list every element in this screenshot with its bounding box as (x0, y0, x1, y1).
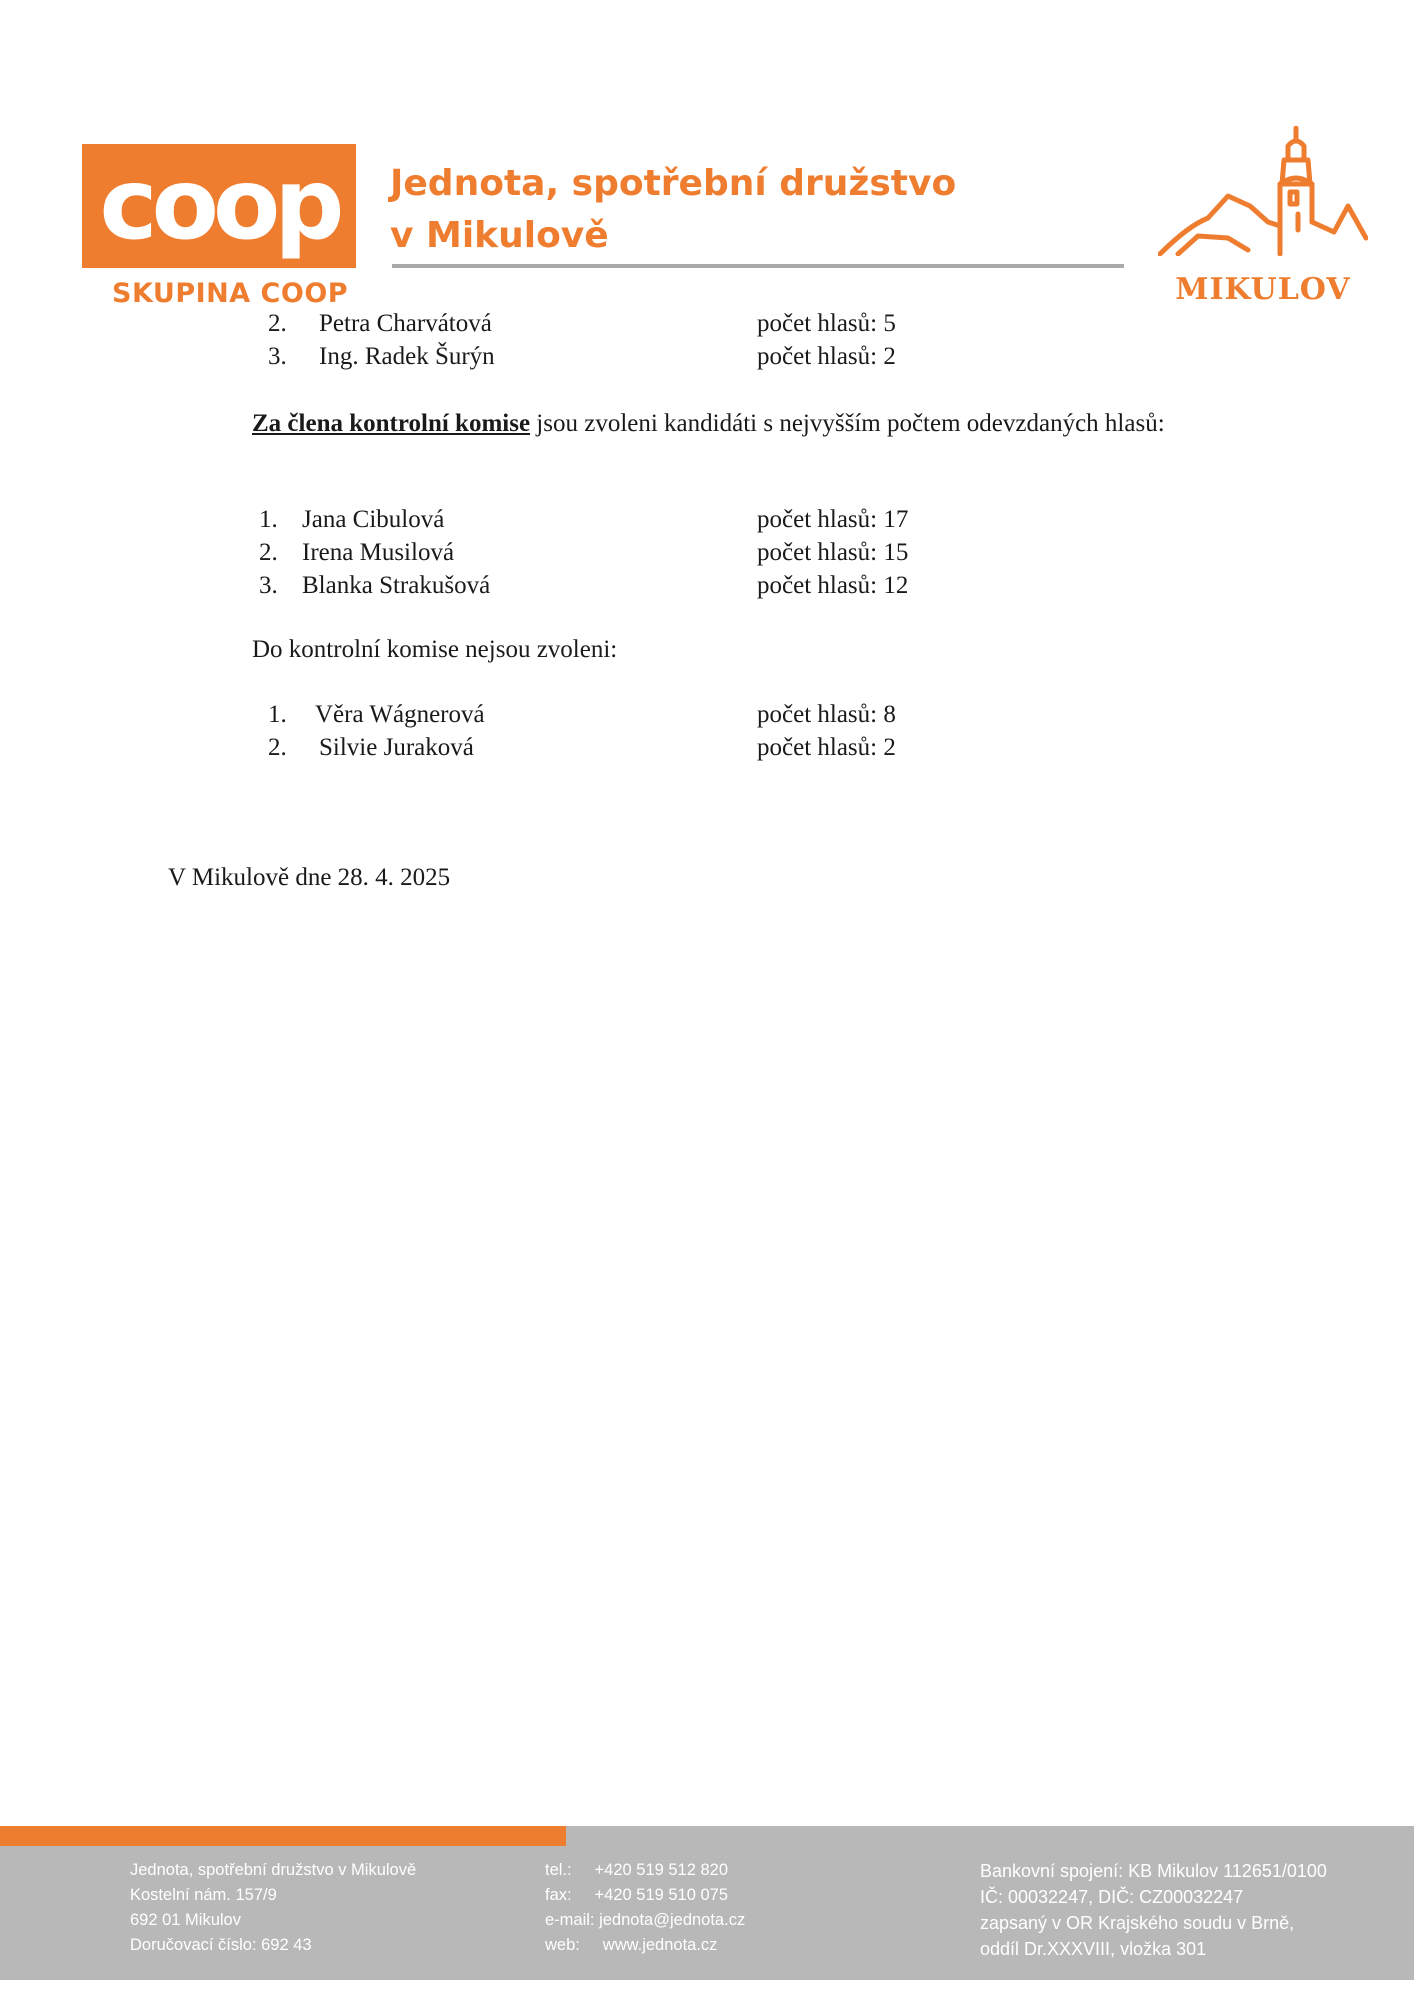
vote-count: počet hlasů: 2 (757, 734, 896, 761)
footer-fax: fax: +420 519 510 075 (545, 1886, 729, 1904)
organization-name-line2: v Mikulově (390, 215, 609, 256)
vote-count: počet hlasů: 8 (757, 701, 896, 728)
footer-legal-line: zapsaný v OR Krajského soudu v Brně, (980, 1913, 1295, 1933)
footer-address-line: Kostelní nám. 157/9 (130, 1886, 277, 1904)
candidate-name: Ing. Radek Šurýn (319, 343, 495, 370)
list-item-number: 1. (259, 506, 278, 533)
footer-address (130, 1858, 416, 1958)
list-item-number: 2. (259, 539, 278, 566)
date-line: V Mikulově dne 28. 4. 2025 (168, 864, 451, 891)
footer-legal-line: IČ: 00032247, DIČ: CZ00032247 (980, 1887, 1244, 1907)
organization-name (390, 158, 956, 262)
footer-legal-line: Bankovní spojení: KB Mikulov 112651/0100 (980, 1861, 1327, 1881)
vote-count: počet hlasů: 2 (757, 343, 896, 370)
vote-count: počet hlasů: 12 (757, 572, 909, 599)
header-divider (392, 264, 1124, 268)
vote-count: počet hlasů: 15 (757, 539, 909, 566)
candidate-name: Jana Cibulová (302, 506, 445, 533)
candidate-name: Irena Musilová (302, 539, 455, 566)
vote-count: počet hlasů: 17 (757, 506, 909, 533)
footer-email-link[interactable]: e-mail: jednota@jednota.cz (545, 1911, 746, 1929)
candidate-name: Silvie Juraková (319, 734, 474, 761)
footer-address-line: 692 01 Mikulov (130, 1911, 241, 1929)
skupina-coop-label: SKUPINA COOP (112, 278, 349, 309)
candidate-name: Petra Charvátová (319, 310, 492, 337)
coop-logo (82, 144, 356, 268)
candidate-name: Blanka Strakušová (302, 572, 491, 599)
not-elected-heading: Do kontrolní komise nejsou zvoleni: (252, 636, 618, 663)
organization-name-line1: Jednota, spotřební družstvo (390, 163, 957, 204)
vote-count: počet hlasů: 5 (757, 310, 896, 337)
list-item-number: 2. (268, 734, 287, 761)
footer-contacts (545, 1858, 745, 1958)
control-committee-heading-rest: jsou zvoleni kandidáti s nejvyšším počtem odevzdaných hlasů: (530, 410, 1165, 437)
footer-legal (980, 1858, 1327, 1962)
footer-accent-bar (0, 1826, 566, 1846)
footer-address-line: Doručovací číslo: 692 43 (130, 1936, 312, 1954)
control-committee-heading (252, 407, 1262, 440)
list-item-number: 3. (259, 572, 278, 599)
footer-web-link[interactable]: web: www.jednota.cz (545, 1936, 718, 1954)
list-item-number: 3. (268, 343, 287, 370)
list-item-number: 1. (268, 701, 287, 728)
list-item-number: 2. (268, 310, 287, 337)
candidate-name: Věra Wágnerová (315, 701, 485, 728)
control-committee-heading-bold: Za člena kontrolní komise (252, 410, 531, 437)
mikulov-logo-text: MIKULOV (1175, 272, 1351, 307)
coop-logo-word: coop (99, 148, 339, 262)
mikulov-town-logo-icon (1158, 126, 1368, 256)
footer-legal-line: oddíl Dr.XXXVIII, vložka 301 (980, 1939, 1207, 1959)
footer-phone: tel.: +420 519 512 820 (545, 1861, 729, 1879)
footer-address-line: Jednota, spotřební družstvo v Mikulově (130, 1861, 417, 1879)
